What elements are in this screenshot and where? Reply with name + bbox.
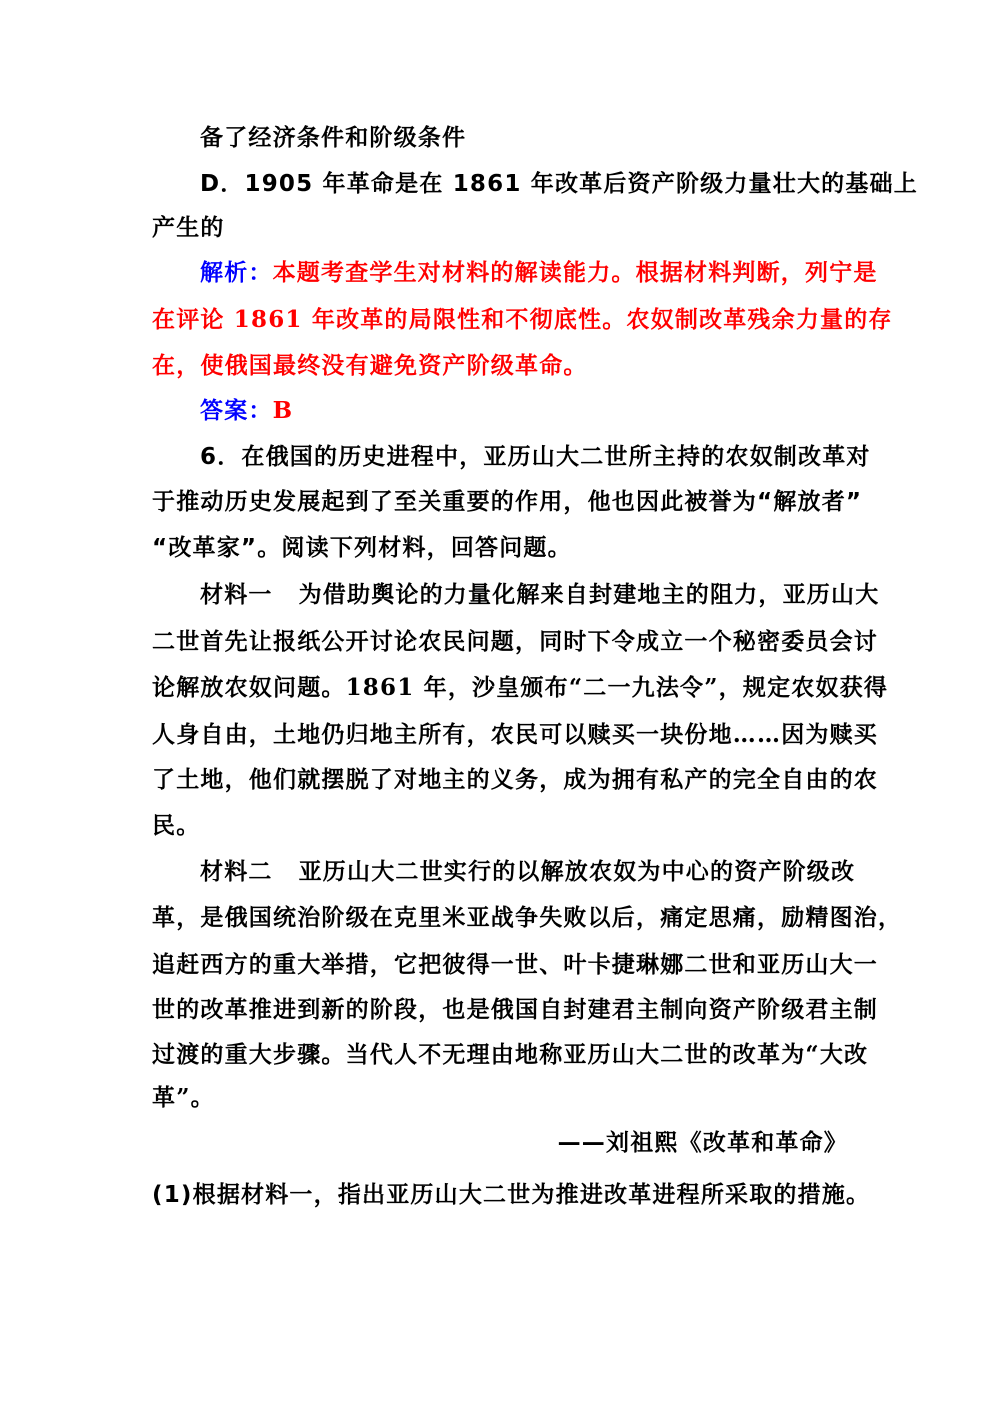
material2-text-1: 亚历山大二世实行的以解放农奴为中心的资产阶级改	[298, 858, 856, 885]
answer-line	[200, 396, 293, 426]
analysis-line-3: 在，使俄国最终没有避免资产阶级革命。	[152, 352, 588, 379]
material1-line-4: 人身自由，土地仍归地主所有，农民可以赎买一块份地……因为赎买	[152, 721, 878, 748]
analysis-text-1: 本题考查学生对材料的解读能力。根据材料判断，列宁是	[272, 259, 878, 286]
option-d-line-2: 产生的	[152, 215, 225, 241]
material2-line-3: 追赶西方的重大举措，它把彼得一世、叶卡捷琳娜二世和亚历山大一	[152, 951, 878, 978]
material2-label: 材料二	[200, 859, 273, 885]
q6-stem-line-1: 6．在俄国的历史进程中，亚历山大二世所主持的农奴制改革对	[200, 444, 871, 470]
q6-stem-line-3: “改革家”。阅读下列材料，回答问题。	[152, 535, 572, 561]
analysis-line-1	[200, 258, 878, 288]
material1-text-1: 为借助舆论的力量化解来自封建地主的阻力，亚历山大	[298, 581, 880, 608]
material1-line-3: 论解放农奴问题。1861 年，沙皇颁布“二一九法令”，规定农奴获得	[152, 674, 889, 701]
sub-question-1: (1)根据材料一，指出亚历山大二世为推进改革进程所采取的措施。	[152, 1182, 871, 1208]
material1-label: 材料一	[200, 582, 273, 608]
material1-line-5: 了土地，他们就摆脱了对地主的义务，成为拥有私产的完全自由的农	[152, 766, 878, 793]
option-d-line-1: D．1905 年革命是在 1861 年改革后资产阶级力量壮大的基础上	[200, 171, 918, 197]
material1-line-1	[200, 580, 879, 610]
option-c-continuation: 备了经济条件和阶级条件	[200, 125, 467, 151]
material2-source: ——刘祖熙《改革和革命》	[557, 1130, 848, 1156]
material2-line-1	[200, 857, 855, 887]
material2-line-4: 世的改革推进到新的阶段，也是俄国自封建君主制向资产阶级君主制	[152, 996, 878, 1023]
material2-line-2: 革，是俄国统治阶级在克里米亚战争失败以后，痛定思痛，励精图治，	[152, 904, 903, 931]
material2-line-6: 革”。	[152, 1084, 215, 1111]
material2-line-5: 过渡的重大步骤。当代人不无理由地称亚历山大二世的改革为“大改	[152, 1041, 869, 1068]
analysis-line-2: 在评论 1861 年改革的局限性和不彻底性。农奴制改革残余力量的存	[152, 306, 893, 333]
answer-value: B	[272, 397, 294, 424]
material1-line-2: 二世首先让报纸公开讨论农民问题，同时下令成立一个秘密委员会讨	[152, 628, 878, 655]
answer-label: 答案：	[200, 398, 273, 424]
material1-line-6: 民。	[152, 812, 201, 839]
q6-stem-line-2: 于推动历史发展起到了至关重要的作用，他也因此被誉为“解放者”	[152, 489, 863, 515]
analysis-label: 解析：	[200, 260, 273, 286]
